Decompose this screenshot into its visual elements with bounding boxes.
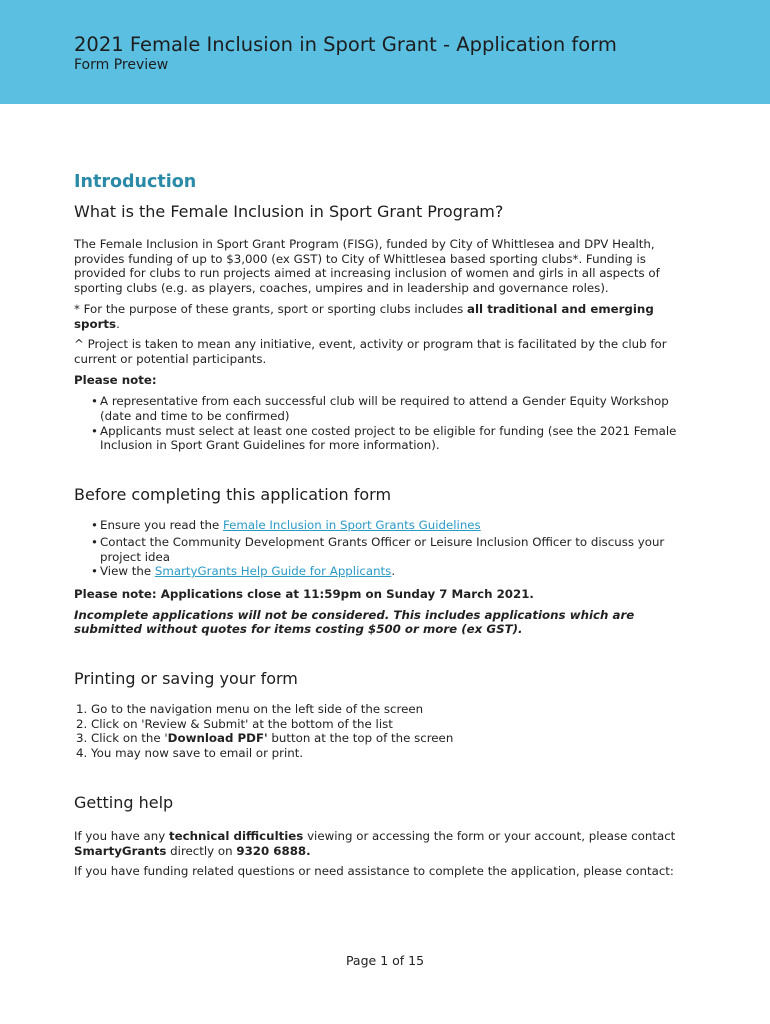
before-list [74,518,684,579]
closing-date-note: Please note: Applications close at 11:59pm on Sunday 7 March 2021. [74,586,534,601]
program-question-heading: What is the Female Inclusion in Sport Grant Program? [74,202,504,221]
list-item: • View the SmartyGrants Help Guide for Applicants. [100,564,684,579]
list-item: 4. You may now save to email or print. [91,746,684,761]
form-subtitle: Form Preview [74,57,169,73]
project-note: ^ Project is taken to mean any initiative, event, activity or program that is facilitated by the club for current or potential participants. [74,337,667,366]
list-item: 2. Click on 'Review & Submit' at the bottom of the list [91,717,684,732]
list-item: • Ensure you read the Female Inclusion in Sport Grants Guidelines [100,518,684,533]
printing-steps [74,702,684,761]
technical-help-text: If you have any technical difficulties viewing or accessing the form or your account, please contact SmartyGrants directly on 9320 6888. [74,828,676,858]
intro-paragraph: The Female Inclusion in Sport Grant Program (FISG), funded by City of Whittlesea and DPV Health, provides funding of up to $3,000 (ex GST) to City of Whittlesea based sporting clubs*. Funding is provided for clubs to run projects aimed at increasing inclusion of women and girls in all aspects of sporting clubs (e.g. as players, coaches, umpires and in leadership and governance roles). [74,237,660,296]
printing-heading: Printing or saving your form [74,669,298,689]
form-title: 2021 Female Inclusion in Sport Grant - Application form [74,33,617,56]
incomplete-warning: Incomplete applications will not be considered. This includes applications which are submitted without quotes for items costing $500 or more (ex GST). [74,607,635,637]
header-banner [0,0,770,104]
form-content [74,170,684,879]
before-completing-heading: Before completing this application form [74,485,392,505]
list-item: • Contact the Community Development Grants Officer or Leisure Inclusion Officer to discuss your project idea [100,535,684,564]
page-number: Page 1 of 15 [345,953,425,968]
list-item: • A representative from each successful club will be required to attend a Gender Equity Workshop (date and time to be confirmed) [100,394,684,423]
list-item: 3. Click on the 'Download PDF' button at the top of the screen [91,731,684,746]
guidelines-link[interactable]: Female Inclusion in Sport Grants Guidelines [223,518,481,533]
list-item: • Applicants must select at least one costed project to be eligible for funding (see the 2021 Female Inclusion in Sport Grant Guidelines for more information). [100,424,684,453]
please-note-label: Please note: [74,372,157,387]
notes-list [74,394,684,453]
list-item: 1. Go to the navigation menu on the left side of the screen [91,702,684,717]
sport-footnote: * For the purpose of these grants, sport or sporting clubs includes all traditional and emerging sports. [74,301,654,331]
getting-help-heading: Getting help [74,792,174,812]
introduction-heading: Introduction [74,172,197,192]
help-guide-link[interactable]: SmartyGrants Help Guide for Applicants [154,564,392,579]
funding-help-text: If you have funding related questions or need assistance to complete the application, please contact: [74,864,674,879]
